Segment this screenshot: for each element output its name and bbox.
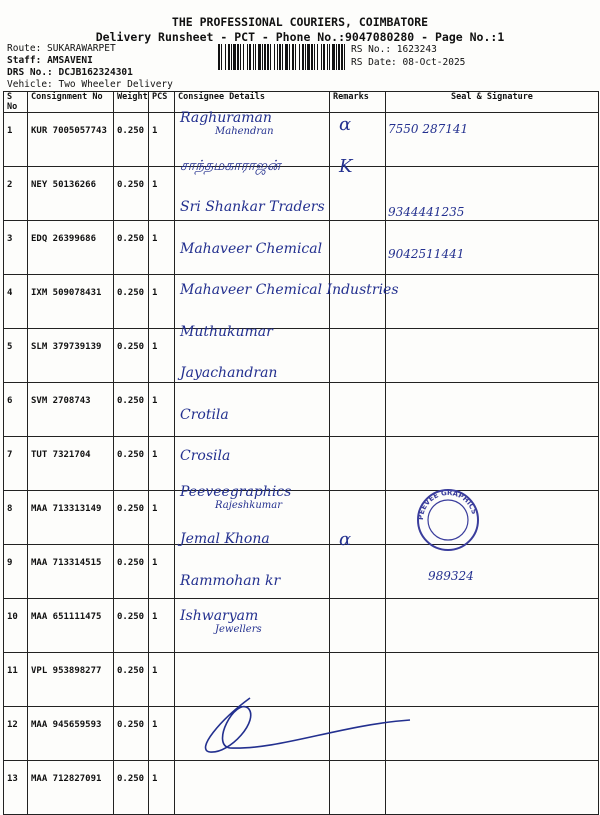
signature-phone-number: 7550 287141: [388, 122, 469, 136]
bottom-signature: [190, 690, 420, 765]
cell-signature: [386, 761, 599, 815]
cell-weight: 0.250: [114, 329, 149, 383]
table-row: [4, 113, 599, 167]
cell-consignment: MAA 713314515: [28, 545, 114, 599]
cell-consignee: [175, 761, 330, 815]
cell-weight: 0.250: [114, 761, 149, 815]
col-weight: Weight: [114, 92, 149, 113]
consignee-handwriting-line2: Rajeshkumar: [215, 499, 283, 511]
cell-pcs: 1: [149, 383, 175, 437]
cell-pcs: 1: [149, 113, 175, 167]
cell-sno: 1: [4, 113, 28, 167]
rs-number: RS No.: 1623243: [351, 44, 437, 55]
cell-remarks: [330, 491, 386, 545]
cell-weight: 0.250: [114, 707, 149, 761]
cell-consignment: MAA 712827091: [28, 761, 114, 815]
cell-pcs: 1: [149, 761, 175, 815]
table-row: [4, 383, 599, 437]
cell-weight: 0.250: [114, 545, 149, 599]
consignee-handwriting: சாந்தமகாராஜன்: [180, 157, 281, 174]
cell-remarks: [330, 437, 386, 491]
table-row: [4, 761, 599, 815]
signature-phone-number: 9042511441: [388, 246, 465, 261]
consignee-handwriting-line2: Jewellers: [215, 624, 262, 635]
cell-weight: 0.250: [114, 275, 149, 329]
cell-sno: 3: [4, 221, 28, 275]
consignee-handwriting: Jayachandran: [180, 365, 278, 381]
cell-pcs: 1: [149, 167, 175, 221]
company-title: THE PROFESSIONAL COURIERS, COIMBATORE: [171, 15, 429, 29]
route-label: Route: SUKARAWARPET: [7, 43, 116, 54]
cell-sno: 5: [4, 329, 28, 383]
cell-pcs: 1: [149, 329, 175, 383]
remark-handwriting: α: [339, 114, 352, 135]
consignee-handwriting: Crotila: [180, 406, 229, 423]
table-row: [4, 599, 599, 653]
col-sno: S No: [4, 92, 28, 113]
cell-sno: 6: [4, 383, 28, 437]
cell-sno: 13: [4, 761, 28, 815]
col-consignment: Consignment No: [28, 92, 114, 113]
cell-pcs: 1: [149, 437, 175, 491]
cell-sno: 4: [4, 275, 28, 329]
cell-pcs: 1: [149, 275, 175, 329]
signature-phone-number: 9344441235: [388, 205, 465, 219]
cell-consignment: KUR 7005057743: [28, 113, 114, 167]
cell-consignment: NEY 50136266: [28, 167, 114, 221]
consignee-handwriting: Peeveegraphics: [180, 483, 292, 500]
cell-consignment: MAA 713313149: [28, 491, 114, 545]
cell-pcs: 1: [149, 599, 175, 653]
cell-pcs: 1: [149, 653, 175, 707]
signature-phone-number: 989324: [428, 568, 474, 583]
table-header-row: [4, 92, 599, 113]
consignee-handwriting: Mahaveer Chemical Industries: [180, 282, 399, 298]
consignee-handwriting: Jemal Khona: [180, 531, 270, 547]
col-signature: Seal & Signature: [386, 92, 599, 113]
cell-weight: 0.250: [114, 599, 149, 653]
cell-sno: 2: [4, 167, 28, 221]
remark-handwriting: α: [339, 529, 352, 550]
cell-sno: 10: [4, 599, 28, 653]
cell-weight: 0.250: [114, 653, 149, 707]
cell-remarks: [330, 761, 386, 815]
cell-signature: [386, 599, 599, 653]
rs-date: RS Date: 08-Oct-2025: [351, 57, 466, 68]
vehicle-label: Vehicle: Two Wheeler Delivery: [7, 79, 173, 90]
cell-sno: 8: [4, 491, 28, 545]
consignee-handwriting: Sri Shankar Traders: [180, 199, 325, 215]
cell-consignee: [175, 545, 330, 599]
cell-consignment: EDQ 26399686: [28, 221, 114, 275]
runsheet-subtitle: Delivery Runsheet - PCT - Phone No.:9047080280 - Page No.:1: [95, 30, 505, 44]
consignee-handwriting: Crosila: [180, 448, 231, 464]
table-row: [4, 545, 599, 599]
consignee-handwriting: Mahaveer Chemical: [180, 240, 323, 257]
cell-sno: 12: [4, 707, 28, 761]
cell-pcs: 1: [149, 221, 175, 275]
consignee-handwriting: Rammohan kr: [180, 572, 281, 589]
cell-consignment: IXM 509078431: [28, 275, 114, 329]
cell-consignment: TUT 7321704: [28, 437, 114, 491]
cell-remarks: [330, 221, 386, 275]
cell-signature: [386, 383, 599, 437]
cell-sno: 7: [4, 437, 28, 491]
cell-signature: [386, 437, 599, 491]
cell-sno: 9: [4, 545, 28, 599]
drs-value: DCJB162324301: [58, 67, 133, 78]
col-consignee: Consignee Details: [175, 92, 330, 113]
consignee-handwriting: Raghuraman: [180, 110, 272, 126]
cell-remarks: [330, 383, 386, 437]
company-stamp: [415, 487, 481, 553]
cell-consignment: SLM 379739139: [28, 329, 114, 383]
cell-remarks: [330, 329, 386, 383]
consignee-handwriting: Muthukumar: [180, 323, 273, 340]
cell-weight: 0.250: [114, 383, 149, 437]
stamp-text: PEEVEE GRAPHICS: [416, 488, 479, 521]
cell-signature: [386, 329, 599, 383]
cell-weight: 0.250: [114, 491, 149, 545]
cell-weight: 0.250: [114, 113, 149, 167]
barcode: [218, 44, 346, 70]
table-row: [4, 491, 599, 545]
table-row: [4, 329, 599, 383]
cell-sno: 11: [4, 653, 28, 707]
consignee-handwriting-line2: Mahendran: [215, 126, 274, 137]
cell-remarks: [330, 113, 386, 167]
cell-consignment: VPL 953898277: [28, 653, 114, 707]
cell-pcs: 1: [149, 491, 175, 545]
svg-text:PEEVEE GRAPHICS: [417, 489, 478, 520]
cell-remarks: [330, 545, 386, 599]
cell-remarks: [330, 167, 386, 221]
staff-label: Staff:: [7, 55, 42, 66]
remark-handwriting: K: [339, 155, 353, 177]
cell-remarks: [330, 599, 386, 653]
staff-value: AMSAVENI: [47, 55, 93, 66]
cell-consignment: MAA 945659593: [28, 707, 114, 761]
cell-weight: 0.250: [114, 221, 149, 275]
table-row: [4, 437, 599, 491]
cell-signature: [386, 113, 599, 167]
staff-line: [7, 55, 93, 66]
cell-weight: 0.250: [114, 167, 149, 221]
col-pcs: PCS: [149, 92, 175, 113]
cell-consignment: MAA 651111475: [28, 599, 114, 653]
drs-line: [7, 67, 133, 78]
cell-consignment: SVM 2708743: [28, 383, 114, 437]
consignee-handwriting: Ishwaryam: [180, 608, 259, 624]
col-remarks: Remarks: [330, 92, 386, 113]
cell-pcs: 1: [149, 707, 175, 761]
cell-weight: 0.250: [114, 437, 149, 491]
cell-signature: [386, 275, 599, 329]
cell-pcs: 1: [149, 545, 175, 599]
drs-label: DRS No.:: [7, 67, 53, 78]
